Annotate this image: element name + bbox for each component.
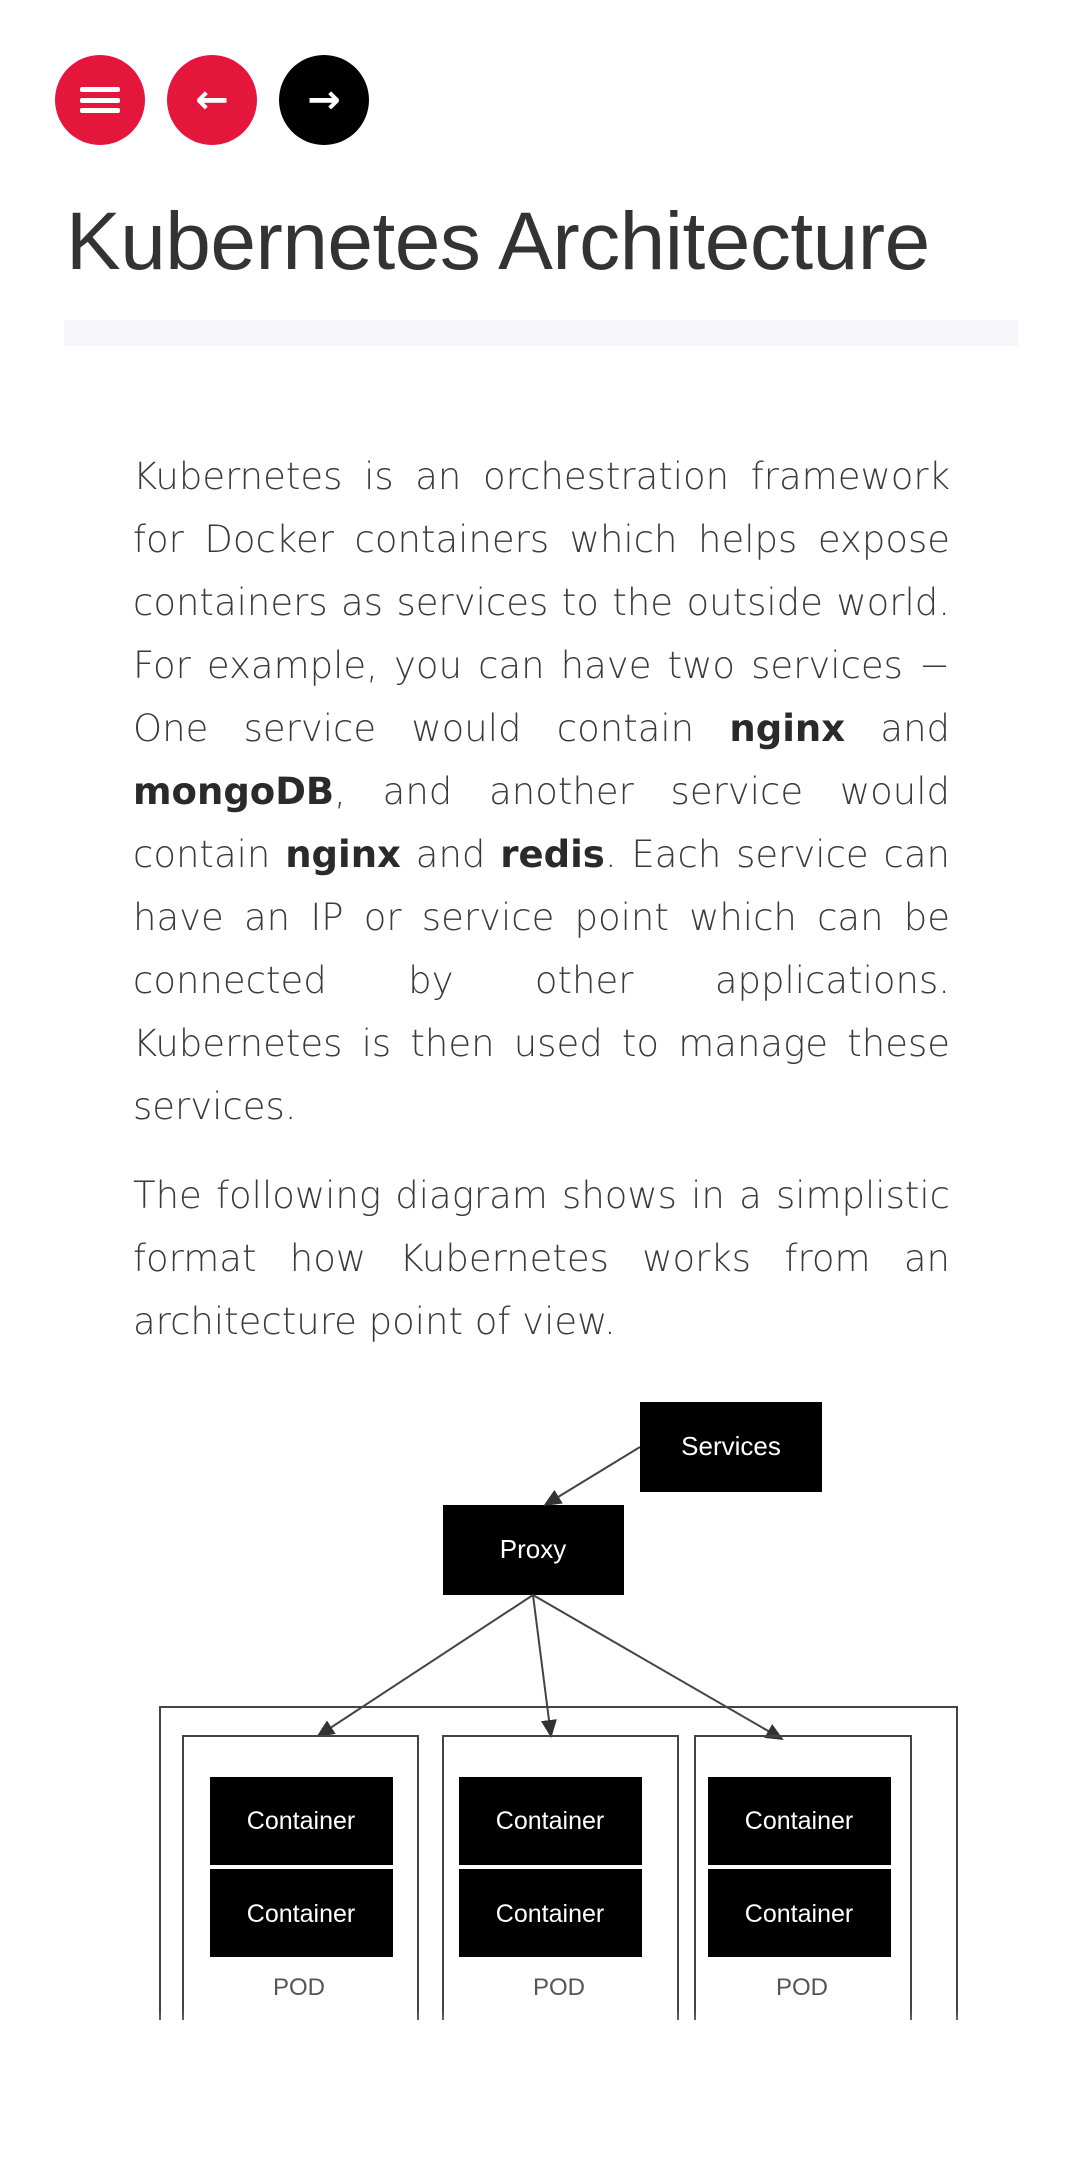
bold-term: nginx [729,707,846,750]
pod-label: POD [272,1974,326,2001]
container-label: Container [246,1807,356,1835]
container-label: Container [744,1900,854,1928]
text-run: . Each service can have an IP or service point which can be connected by other applications. Kubernetes is then used to manage these services. [133,833,950,1128]
proxy-pod2-connector [533,1595,551,1736]
hamburger-icon [80,87,120,113]
menu-button[interactable] [55,55,145,145]
pod-label: POD [532,1974,586,2001]
back-button[interactable] [167,55,257,145]
diagram-svg [0,1380,1080,2080]
diagram-intro-paragraph: The following diagram shows in a simplistic format how Kubernetes works from an architecture point of view. [133,1174,950,1343]
intro-paragraph [133,445,950,1138]
bottom-fade [150,2010,980,2070]
arrow-left-icon: ← [195,77,229,123]
services-label: Services [681,1431,781,1461]
proxy-pod1-connector [318,1595,533,1736]
container-label: Container [495,1900,605,1928]
forward-button[interactable] [279,55,369,145]
proxy-label: Proxy [499,1534,567,1564]
text-run: and [845,707,951,750]
article-body [133,445,950,1379]
bold-term: redis [500,833,605,876]
title-divider [64,320,1018,346]
page-title: Kubernetes Architecture [66,196,930,287]
container-label: Container [246,1900,356,1928]
services-proxy-connector [545,1447,640,1505]
top-nav [55,55,369,145]
container-label: Container [495,1807,605,1835]
proxy-pod3-connector [533,1595,782,1739]
text-run: and [400,833,501,876]
pod-label: POD [775,1974,829,2001]
bold-term: nginx [285,833,401,876]
architecture-diagram [0,1380,1080,2080]
text-run: Kubernetes is an orchestration framework for Docker containers which helps expose containers as services to the outside world. For example, you can have two services − One service would contain [133,455,950,750]
bold-term: mongoDB [133,770,335,813]
arrow-right-icon: → [307,77,341,123]
text-run: , and another service would contain [133,770,950,876]
container-label: Container [744,1807,854,1835]
